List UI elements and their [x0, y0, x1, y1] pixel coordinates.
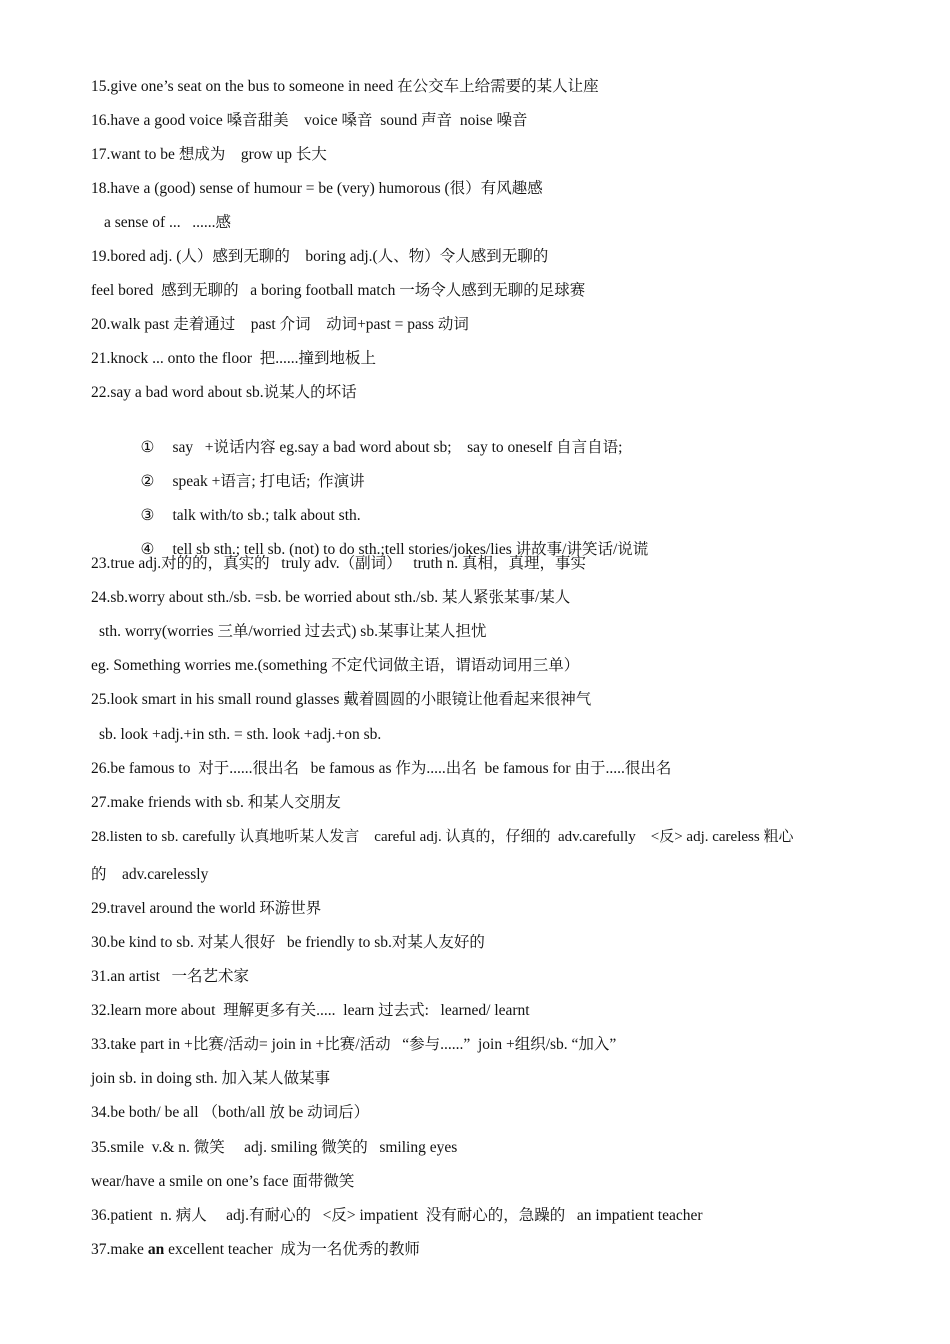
- sub-item-number: ②: [140, 473, 155, 490]
- text-line: sth. worry(worries 三单/worried 过去式) sb.某事让某人担忧: [99, 623, 487, 640]
- sub-item-text: speak +语言; 打电话; 作演讲: [172, 473, 365, 490]
- text-line: 16.have a good voice 嗓音甜美 voice 嗓音 sound 声音 noise 噪音: [91, 112, 528, 129]
- text-line: 30.be kind to sb. 对某人很好 be friendly to sb.对某人友好的: [91, 934, 485, 951]
- text-line: 34.be both/ be all （both/all 放 be 动词后）: [91, 1104, 370, 1121]
- text-line: 19.bored adj. (人）感到无聊的 boring adj.(人、物）令人感到无聊的: [91, 248, 549, 265]
- text-line: 21.knock ... onto the floor 把......撞到地板上: [91, 350, 377, 367]
- text-line: 32.learn more about 理解更多有关..... learn 过去式: learned/ learnt: [91, 1002, 530, 1019]
- text-line: 20.walk past 走着通过 past 介词 动词+past = pass 动词: [91, 316, 469, 333]
- text-line: eg. Something worries me.(something 不定代词做主语，谓语动词用三单）: [91, 657, 580, 674]
- sub-item-number: ①: [140, 439, 155, 456]
- text-line: feel bored 感到无聊的 a boring football match 一场令人感到无聊的足球赛: [91, 282, 586, 299]
- text-line: join sb. in doing sth. 加入某人做某事: [91, 1070, 330, 1087]
- text-line: 17.want to be 想成为 grow up 长大: [91, 146, 327, 163]
- sub-item-number: ③: [140, 507, 155, 524]
- text-line: 35.smile v.& n. 微笑 adj. smiling 微笑的 smiling eyes: [91, 1139, 458, 1156]
- sub-item-text: say +说话内容 eg.say a bad word about sb; say to oneself 自言自语;: [172, 439, 623, 456]
- text-line: 26.be famous to 对于......很出名 be famous as 作为.....出名 be famous for 由于.....很出名: [91, 760, 672, 777]
- text-line: 23.true adj.对的的，真实的 truly adv.（副词） truth n. 真相，真理，事实: [91, 555, 586, 572]
- text-line: 28.listen to sb. carefully 认真地听某人发言 careful adj. 认真的，仔细的 adv.carefully <反> adj. careless 粗心: [91, 829, 794, 845]
- sub-item-text: talk with/to sb.; talk about sth.: [172, 507, 361, 524]
- text-fragment: excellent teacher 成为一名优秀的教师: [164, 1241, 420, 1258]
- text-line: 18.have a (good) sense of humour = be (very) humorous (很）有风趣感: [91, 180, 543, 197]
- text-line: 22.say a bad word about sb.说某人的坏话: [91, 384, 357, 401]
- text-line: 27.make friends with sb. 和某人交朋友: [91, 794, 341, 811]
- text-line: wear/have a smile on one’s face 面带微笑: [91, 1173, 355, 1190]
- text-line: 33.take part in +比赛/活动= join in +比赛/活动 “参与......” join +组织/sb. “加入”: [91, 1036, 617, 1053]
- text-line: sb. look +adj.+in sth. = sth. look +adj.+on sb.: [99, 726, 382, 743]
- sub-item-number: ④: [140, 541, 155, 558]
- sub-item-text: tell sb sth.; tell sb. (not) to do sth.;tell stories/jokes/lies 讲故事/讲笑话/说谎: [172, 541, 649, 558]
- text-line: 29.travel around the world 环游世界: [91, 900, 322, 917]
- text-line: 24.sb.worry about sth./sb. =sb. be worried about sth./sb. 某人紧张某事/某人: [91, 589, 571, 606]
- text-line: 36.patient n. 病人 adj.有耐心的 <反> impatient 没有耐心的，急躁的 an impatient teacher: [91, 1207, 703, 1224]
- text-fragment: 37.make: [91, 1241, 148, 1258]
- text-line: 15.give one’s seat on the bus to someone in need 在公交车上给需要的某人让座: [91, 78, 599, 95]
- text-line: 的 adv.carelessly: [91, 866, 209, 883]
- text-line: 25.look smart in his small round glasses 戴着圆圆的小眼镜让他看起来很神气: [91, 691, 592, 708]
- text-line: 31.an artist 一名艺术家: [91, 968, 249, 985]
- text-line: [91, 1240, 420, 1260]
- text-line: a sense of ... ......感: [104, 214, 231, 231]
- bold-word: an: [147, 1241, 165, 1258]
